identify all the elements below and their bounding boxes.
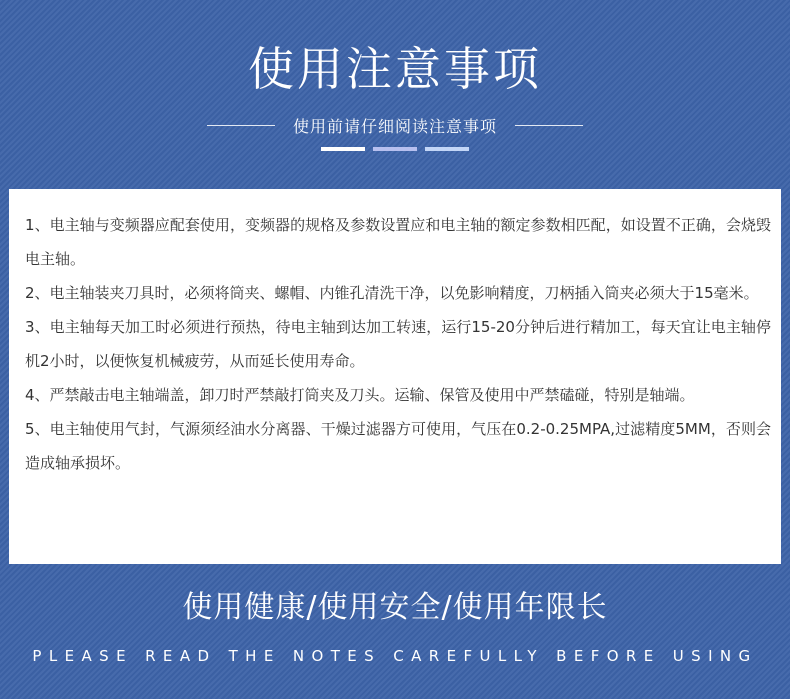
subtitle-row xyxy=(0,112,790,138)
notes-panel xyxy=(9,189,781,564)
accent-bar-2 xyxy=(373,147,417,151)
page-subtitle: 使用前请仔细阅读注意事项 xyxy=(292,116,497,136)
accent-bar-1 xyxy=(321,147,365,151)
footer-english-text: PLEASE READ THE NOTES CAREFULLY BEFORE USING xyxy=(32,647,758,665)
notes-list xyxy=(25,208,771,480)
left-divider xyxy=(207,125,275,126)
accent-bars xyxy=(0,147,790,151)
right-divider xyxy=(515,125,583,126)
note-item-3: 3、电主轴每天加工时必须进行预热，待电主轴到达加工转速，运行15-20分钟后进行精加工，每天宜让电主轴停机2小时，以便恢复机械疲劳，从而延长使用寿命。 xyxy=(25,318,771,370)
note-item-1: 1、电主轴与变频器应配套使用，变频器的规格及参数设置应和电主轴的额定参数相匹配，如设置不正确，会烧毁电主轴。 xyxy=(25,216,771,268)
footer-slogan: 使用健康/使用安全/使用年限长 xyxy=(182,590,608,625)
accent-bar-3 xyxy=(425,147,469,151)
page-title: 使用注意事项 xyxy=(248,42,542,96)
note-item-5: 5、电主轴使用气封，气源须经油水分离器、干燥过滤器方可使用，气压在0.2-0.25MPA,过滤精度5MM，否则会造成轴承损坏。 xyxy=(25,420,771,472)
note-item-4: 4、严禁敲击电主轴端盖，卸刀时严禁敲打筒夹及刀头。运输、保管及使用中严禁磕碰，特别是轴端。 xyxy=(25,386,695,404)
note-item-2: 2、电主轴装夹刀具时，必须将筒夹、螺帽、内锥孔清洗干净，以免影响精度，刀柄插入筒夹必须大于15毫米。 xyxy=(25,284,759,302)
